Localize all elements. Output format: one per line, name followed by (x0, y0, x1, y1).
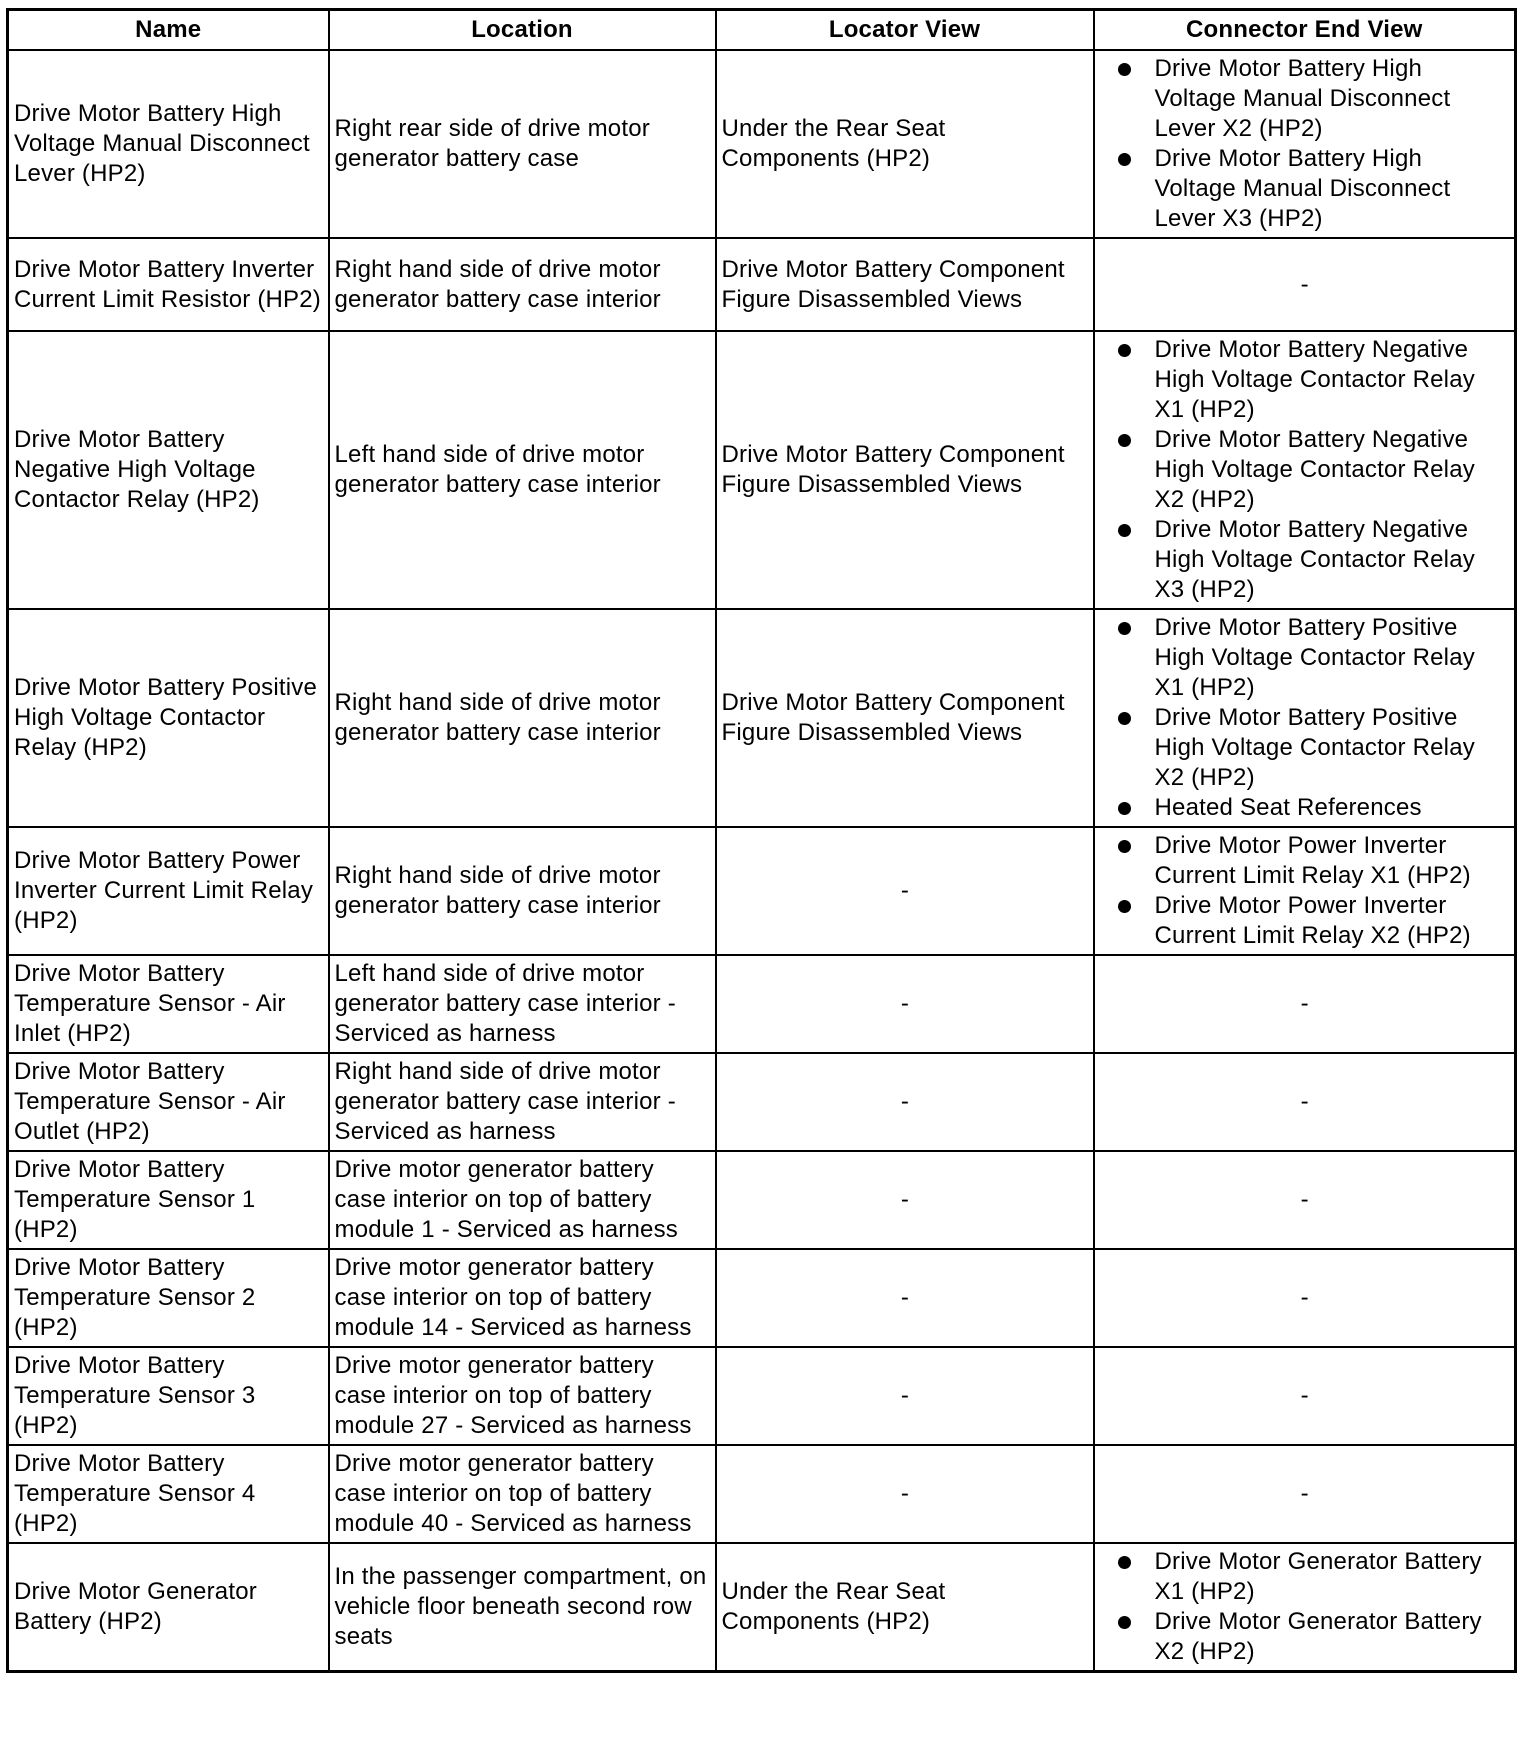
cell-locator-view: - (716, 955, 1094, 1053)
cell-name: Drive Motor Battery Temperature Sensor - Air Inlet (HP2) (8, 955, 329, 1053)
connector-label: Drive Motor Battery Negative High Voltage Contactor Relay X3 (HP2) (1154, 516, 1475, 603)
connector-list-item (1100, 703, 1511, 793)
bullet-icon (1118, 1556, 1131, 1569)
cell-connector-end-view: - (1094, 1053, 1516, 1151)
component-locator-table-wrapper (6, 8, 1517, 1673)
cell-location: Right hand side of drive motor generator battery case interior (329, 609, 716, 827)
cell-name: Drive Motor Battery High Voltage Manual Disconnect Lever (HP2) (8, 50, 329, 238)
table-row (8, 1543, 1516, 1672)
table-row (8, 1445, 1516, 1543)
table-row (8, 955, 1516, 1053)
cell-location: Right hand side of drive motor generator battery case interior (329, 827, 716, 955)
connector-label: Drive Motor Power Inverter Current Limit Relay X2 (HP2) (1154, 892, 1471, 949)
cell-locator-view: - (716, 1347, 1094, 1445)
connector-label: Heated Seat References (1154, 794, 1422, 821)
bullet-icon (1118, 153, 1131, 166)
cell-location: Drive motor generator battery case interior on top of battery module 14 - Serviced as harness (329, 1249, 716, 1347)
cell-location: Left hand side of drive motor generator battery case interior (329, 331, 716, 609)
table-body (8, 50, 1516, 1672)
cell-connector-end-view: - (1094, 1347, 1516, 1445)
cell-location: Drive motor generator battery case interior on top of battery module 27 - Serviced as harness (329, 1347, 716, 1445)
cell-locator-view: - (716, 827, 1094, 955)
connector-list (1100, 54, 1511, 234)
header-name: Name (8, 10, 329, 51)
bullet-icon (1118, 344, 1131, 357)
connector-list-item (1100, 54, 1511, 144)
cell-location: Right hand side of drive motor generator battery case interior (329, 238, 716, 331)
bullet-icon (1118, 63, 1131, 76)
component-locator-table (6, 8, 1517, 1673)
bullet-icon (1118, 524, 1131, 537)
connector-label: Drive Motor Battery High Voltage Manual Disconnect Lever X3 (HP2) (1154, 145, 1451, 232)
cell-connector-end-view (1094, 609, 1516, 827)
header-row (8, 10, 1516, 51)
cell-location: In the passenger compartment, on vehicle floor beneath second row seats (329, 1543, 716, 1672)
bullet-icon (1118, 712, 1131, 725)
cell-connector-end-view (1094, 1543, 1516, 1672)
cell-connector-end-view: - (1094, 238, 1516, 331)
cell-connector-end-view: - (1094, 1151, 1516, 1249)
connector-list-item (1100, 1547, 1511, 1607)
cell-connector-end-view (1094, 50, 1516, 238)
bullet-icon (1118, 1616, 1131, 1629)
cell-locator-view: - (716, 1053, 1094, 1151)
connector-list-item (1100, 335, 1511, 425)
cell-connector-end-view: - (1094, 955, 1516, 1053)
connector-list-item (1100, 891, 1511, 951)
cell-locator-view: Under the Rear Seat Components (HP2) (716, 1543, 1094, 1672)
cell-locator-view: Drive Motor Battery Component Figure Disassembled Views (716, 331, 1094, 609)
cell-name: Drive Motor Generator Battery (HP2) (8, 1543, 329, 1672)
bullet-icon (1118, 840, 1131, 853)
connector-list-item (1100, 793, 1511, 823)
table-row (8, 238, 1516, 331)
connector-list-item (1100, 144, 1511, 234)
cell-name: Drive Motor Battery Negative High Voltage Contactor Relay (HP2) (8, 331, 329, 609)
cell-location: Left hand side of drive motor generator battery case interior - Serviced as harness (329, 955, 716, 1053)
header-location: Location (329, 10, 716, 51)
cell-location: Right rear side of drive motor generator battery case (329, 50, 716, 238)
cell-location: Right hand side of drive motor generator battery case interior - Serviced as harness (329, 1053, 716, 1151)
cell-locator-view: - (716, 1249, 1094, 1347)
cell-location: Drive motor generator battery case interior on top of battery module 1 - Serviced as harness (329, 1151, 716, 1249)
header-locator-view: Locator View (716, 10, 1094, 51)
cell-name: Drive Motor Battery Inverter Current Limit Resistor (HP2) (8, 238, 329, 331)
bullet-icon (1118, 434, 1131, 447)
cell-name: Drive Motor Battery Temperature Sensor 3 (HP2) (8, 1347, 329, 1445)
table-row (8, 331, 1516, 609)
connector-list (1100, 831, 1511, 951)
bullet-icon (1118, 802, 1131, 815)
cell-name: Drive Motor Battery Positive High Voltage Contactor Relay (HP2) (8, 609, 329, 827)
cell-connector-end-view: - (1094, 1249, 1516, 1347)
cell-locator-view: Under the Rear Seat Components (HP2) (716, 50, 1094, 238)
connector-list (1100, 1547, 1511, 1667)
cell-name: Drive Motor Battery Power Inverter Current Limit Relay (HP2) (8, 827, 329, 955)
connector-label: Drive Motor Battery High Voltage Manual Disconnect Lever X2 (HP2) (1154, 55, 1451, 142)
table-row (8, 50, 1516, 238)
connector-list-item (1100, 425, 1511, 515)
connector-label: Drive Motor Generator Battery X2 (HP2) (1154, 1608, 1482, 1665)
table-row (8, 1249, 1516, 1347)
table-row (8, 609, 1516, 827)
table-row (8, 1347, 1516, 1445)
cell-name: Drive Motor Battery Temperature Sensor - Air Outlet (HP2) (8, 1053, 329, 1151)
connector-label: Drive Motor Battery Positive High Voltage Contactor Relay X1 (HP2) (1154, 614, 1475, 701)
cell-locator-view: - (716, 1151, 1094, 1249)
connector-list-item (1100, 1607, 1511, 1667)
connector-list (1100, 335, 1511, 605)
connector-label: Drive Motor Generator Battery X1 (HP2) (1154, 1548, 1482, 1605)
connector-label: Drive Motor Battery Negative High Voltage Contactor Relay X2 (HP2) (1154, 426, 1475, 513)
connector-label: Drive Motor Power Inverter Current Limit Relay X1 (HP2) (1154, 832, 1471, 889)
cell-locator-view: Drive Motor Battery Component Figure Disassembled Views (716, 609, 1094, 827)
connector-list (1100, 613, 1511, 823)
cell-name: Drive Motor Battery Temperature Sensor 2 (HP2) (8, 1249, 329, 1347)
header-connector-end-view: Connector End View (1094, 10, 1516, 51)
table-row (8, 1151, 1516, 1249)
cell-name: Drive Motor Battery Temperature Sensor 1 (HP2) (8, 1151, 329, 1249)
connector-label: Drive Motor Battery Negative High Voltage Contactor Relay X1 (HP2) (1154, 336, 1475, 423)
bullet-icon (1118, 900, 1131, 913)
cell-name: Drive Motor Battery Temperature Sensor 4 (HP2) (8, 1445, 329, 1543)
cell-connector-end-view (1094, 827, 1516, 955)
table-row (8, 1053, 1516, 1151)
connector-list-item (1100, 515, 1511, 605)
connector-list-item (1100, 613, 1511, 703)
bullet-icon (1118, 622, 1131, 635)
connector-list-item (1100, 831, 1511, 891)
cell-location: Drive motor generator battery case interior on top of battery module 40 - Serviced as harness (329, 1445, 716, 1543)
cell-connector-end-view (1094, 331, 1516, 609)
cell-locator-view: - (716, 1445, 1094, 1543)
connector-label: Drive Motor Battery Positive High Voltage Contactor Relay X2 (HP2) (1154, 704, 1475, 791)
table-row (8, 827, 1516, 955)
cell-connector-end-view: - (1094, 1445, 1516, 1543)
cell-locator-view: Drive Motor Battery Component Figure Disassembled Views (716, 238, 1094, 331)
